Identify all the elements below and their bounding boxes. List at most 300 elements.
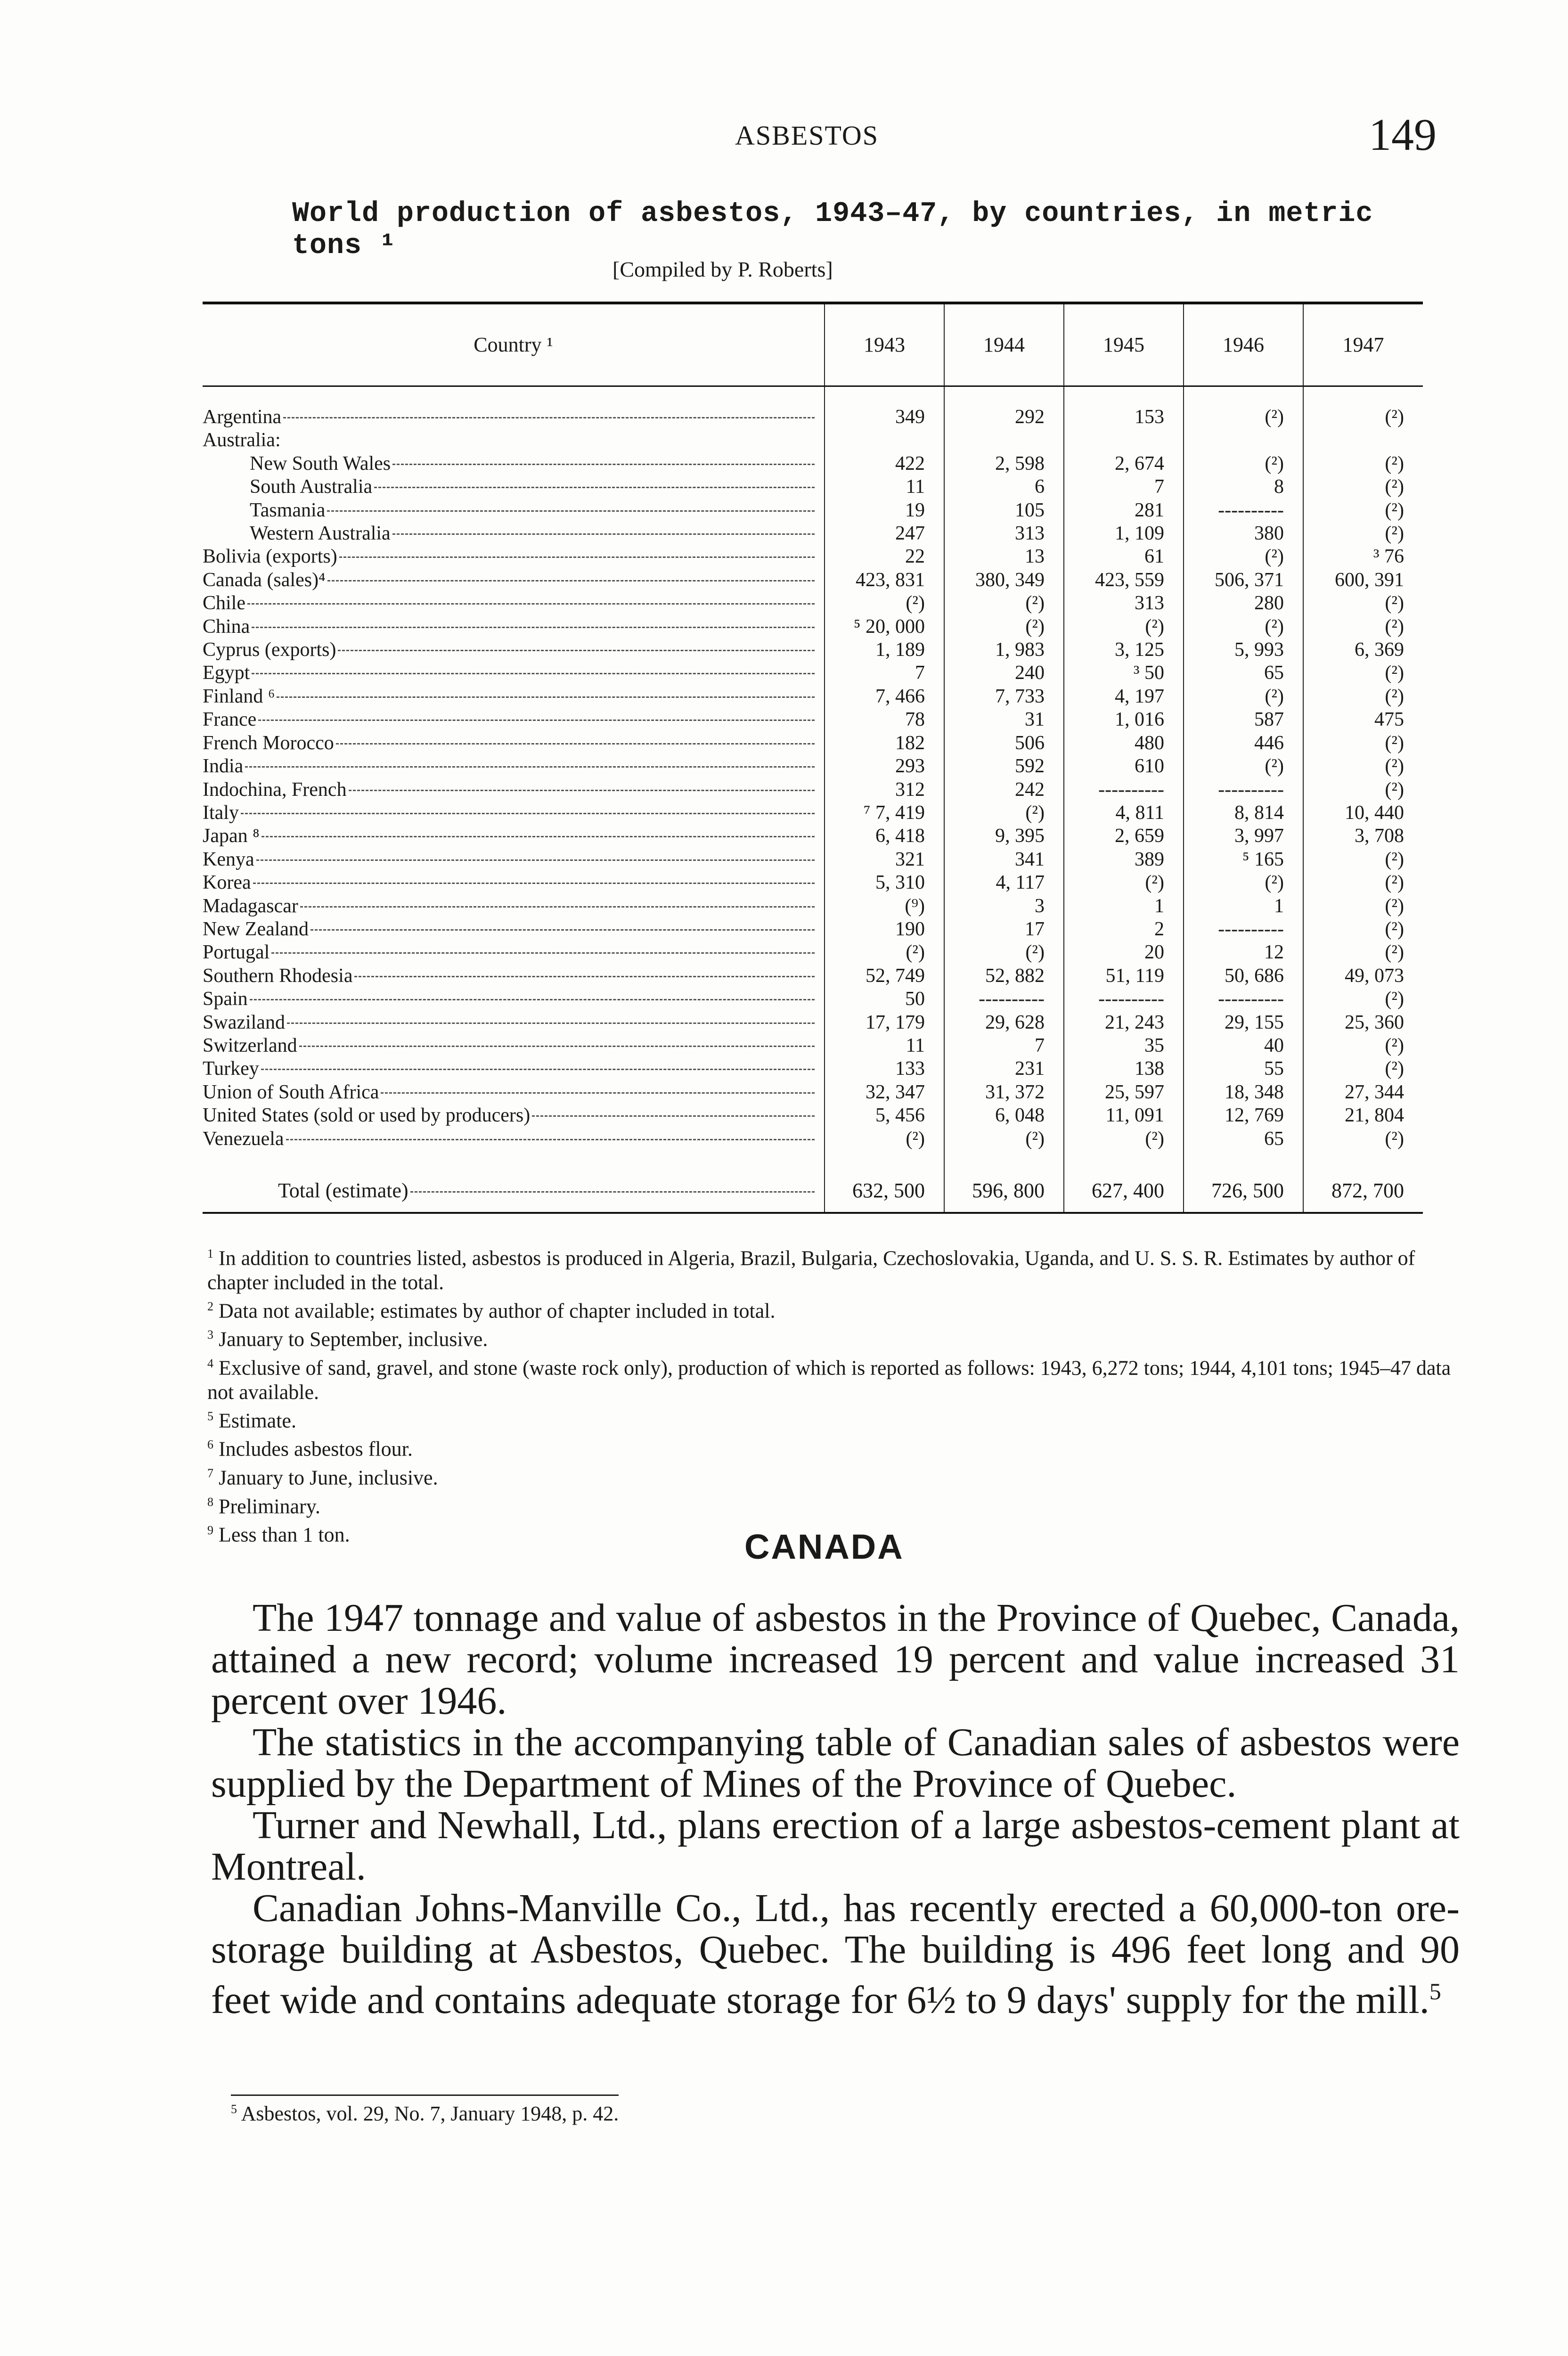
total-value-cell: 596, 800 xyxy=(944,1170,1064,1213)
table-row xyxy=(203,662,1423,685)
country-name: United States (sold or used by producers) xyxy=(203,1104,531,1127)
leader-dots xyxy=(256,859,815,861)
year-column-header: 1946 xyxy=(1184,303,1303,386)
footnote-mark: 8 xyxy=(207,1495,213,1509)
footnote-mark: 9 xyxy=(207,1523,213,1538)
leader-dots xyxy=(339,556,815,558)
value-cell: 25, 360 xyxy=(1303,1011,1423,1034)
value-cell: (²) xyxy=(1303,615,1423,638)
value-cell: 12, 769 xyxy=(1184,1104,1303,1127)
country-cell xyxy=(203,522,825,545)
leader-dots xyxy=(261,836,815,837)
value-cell: ---------- xyxy=(1184,778,1303,802)
table-footnotes xyxy=(207,1242,1461,1547)
table-row xyxy=(203,638,1423,662)
table-row xyxy=(203,1128,1423,1151)
footnote-ref: 5 xyxy=(1429,1978,1441,2004)
value-cell: 8 xyxy=(1184,475,1303,499)
paragraph: The 1947 tonnage and value of asbestos in the Province of Quebec, Canada, attained a new record; volume increased 19 percent and value increased 31 percent over 1946. xyxy=(211,1596,1460,1723)
value-cell: 65 xyxy=(1184,662,1303,685)
country-cell xyxy=(203,825,825,848)
value-cell: 133 xyxy=(825,1057,944,1080)
value-cell: 587 xyxy=(1184,708,1303,731)
table-row xyxy=(203,522,1423,545)
footnote-mark: 3 xyxy=(207,1328,213,1342)
value-cell: (²) xyxy=(1064,615,1184,638)
paragraph: Turner and Newhall, Ltd., plans erection of a large asbestos-cement plant at Montreal. xyxy=(211,1803,1460,1889)
value-cell: 7, 733 xyxy=(944,685,1064,708)
leader-dots xyxy=(271,952,815,954)
footnote-text: Includes asbestos flour. xyxy=(219,1437,413,1461)
total-value-cell: 872, 700 xyxy=(1303,1170,1423,1213)
value-cell: 423, 559 xyxy=(1064,569,1184,592)
value-cell: 2, 598 xyxy=(944,452,1064,475)
value-cell: 422 xyxy=(825,452,944,475)
value-cell: 3, 708 xyxy=(1303,825,1423,848)
value-cell: 2, 659 xyxy=(1064,825,1184,848)
value-cell: 592 xyxy=(944,755,1064,778)
production-table xyxy=(203,302,1423,1214)
value-cell: (²) xyxy=(1303,406,1423,429)
leader-dots xyxy=(354,976,815,977)
value-cell: 293 xyxy=(825,755,944,778)
country-cell xyxy=(203,895,825,918)
country-name: Bolivia (exports) xyxy=(203,546,337,568)
value-cell: (²) xyxy=(1303,662,1423,685)
leader-dots xyxy=(250,999,815,1000)
footnote-mark: 1 xyxy=(207,1247,213,1260)
value-cell: 475 xyxy=(1303,708,1423,731)
country-cell xyxy=(203,1081,825,1104)
value-cell: 247 xyxy=(825,522,944,545)
paragraph xyxy=(211,1888,1460,2021)
value-cell: 292 xyxy=(944,406,1064,429)
table-row xyxy=(203,685,1423,708)
table-row xyxy=(203,499,1423,522)
leader-dots xyxy=(286,1139,815,1140)
leader-dots xyxy=(261,1069,815,1070)
value-cell: 78 xyxy=(825,708,944,731)
country-cell xyxy=(203,732,825,755)
value-cell: 190 xyxy=(825,918,944,941)
value-cell: 1, 983 xyxy=(944,638,1064,662)
leader-dots xyxy=(252,627,815,628)
table-row xyxy=(203,895,1423,918)
value-cell: (²) xyxy=(1303,475,1423,499)
leader-dots xyxy=(381,1092,815,1094)
value-cell: 1, 189 xyxy=(825,638,944,662)
footnote xyxy=(207,1323,1461,1351)
value-cell: 19 xyxy=(825,499,944,522)
footnote-mark: 4 xyxy=(207,1356,213,1370)
country-cell xyxy=(203,871,825,894)
value-cell: 242 xyxy=(944,778,1064,802)
table-spacer xyxy=(203,386,1423,406)
value-cell: 51, 119 xyxy=(1064,965,1184,988)
value-cell: 2, 674 xyxy=(1064,452,1184,475)
table-spacer xyxy=(203,1151,1423,1170)
value-cell: 446 xyxy=(1184,732,1303,755)
value-cell: (²) xyxy=(1303,848,1423,871)
leader-dots xyxy=(310,929,815,931)
value-cell: (²) xyxy=(1184,406,1303,429)
value-cell: (²) xyxy=(1303,522,1423,545)
country-cell xyxy=(203,1011,825,1034)
country-name: Japan ⁸ xyxy=(203,825,260,847)
value-cell: (²) xyxy=(1184,871,1303,894)
value-cell: (²) xyxy=(1184,452,1303,475)
value-cell: (²) xyxy=(1303,941,1423,964)
value-cell: 610 xyxy=(1064,755,1184,778)
footnote-text: Exclusive of sand, gravel, and stone (waste rock only), production of which is reported as follows: 1943, 6,272 tons; 1944, 4,101 tons; 1945–47 data not available. xyxy=(207,1356,1451,1404)
year-column-header: 1945 xyxy=(1064,303,1184,386)
footnote xyxy=(207,1404,1461,1433)
value-cell: (²) xyxy=(1064,871,1184,894)
table-row xyxy=(203,802,1423,825)
value-cell: 4, 811 xyxy=(1064,802,1184,825)
country-cell xyxy=(203,1034,825,1057)
total-row xyxy=(203,1170,1423,1213)
value-cell: 21, 804 xyxy=(1303,1104,1423,1127)
country-name: Venezuela xyxy=(203,1128,284,1150)
country-cell xyxy=(203,592,825,615)
value-cell: 480 xyxy=(1064,732,1184,755)
table-row xyxy=(203,732,1423,755)
footnote-mark: 5 xyxy=(231,2102,237,2116)
value-cell: 50 xyxy=(825,988,944,1011)
country-column-header: Country ¹ xyxy=(203,303,825,386)
value-cell: ---------- xyxy=(1064,778,1184,802)
country-name: Cyprus (exports) xyxy=(203,639,336,661)
value-cell: (²) xyxy=(1303,592,1423,615)
value-cell: 6, 369 xyxy=(1303,638,1423,662)
value-cell: 35 xyxy=(1064,1034,1184,1057)
value-cell: 506 xyxy=(944,732,1064,755)
leader-dots xyxy=(532,1115,815,1117)
value-cell: 49, 073 xyxy=(1303,965,1423,988)
country-name: Madagascar xyxy=(203,895,298,917)
value-cell: 3, 997 xyxy=(1184,825,1303,848)
country-cell xyxy=(203,755,825,778)
value-cell: (²) xyxy=(1303,1128,1423,1151)
value-cell: 11, 091 xyxy=(1064,1104,1184,1127)
country-cell xyxy=(203,545,825,568)
value-cell: 313 xyxy=(1064,592,1184,615)
footnote-text: January to June, inclusive. xyxy=(219,1466,438,1489)
value-cell: (²) xyxy=(1303,1034,1423,1057)
value-cell: (²) xyxy=(944,802,1064,825)
country-name: New South Wales xyxy=(250,452,391,474)
leader-dots xyxy=(374,487,815,488)
total-value-cell: 726, 500 xyxy=(1184,1170,1303,1213)
footnote-text: January to September, inclusive. xyxy=(219,1327,488,1351)
value-cell: 13 xyxy=(944,545,1064,568)
value-cell: 1 xyxy=(1184,895,1303,918)
footnote-mark: 7 xyxy=(207,1466,213,1480)
section-heading: CANADA xyxy=(744,1527,904,1566)
value-cell xyxy=(1184,429,1303,452)
value-cell: 321 xyxy=(825,848,944,871)
leader-dots xyxy=(336,743,815,744)
table-subtitle: [Compiled by P. Roberts] xyxy=(612,257,833,281)
value-cell: 8, 814 xyxy=(1184,802,1303,825)
country-name: French Morocco xyxy=(203,732,334,754)
footnote xyxy=(207,1461,1461,1490)
country-name: Western Australia xyxy=(250,523,391,545)
value-cell xyxy=(825,429,944,452)
value-cell xyxy=(944,429,1064,452)
country-name: Canada (sales)⁴ xyxy=(203,569,326,591)
country-name: Argentina xyxy=(203,406,282,428)
leader-dots xyxy=(349,790,815,791)
value-cell: ---------- xyxy=(1184,918,1303,941)
country-cell xyxy=(203,988,825,1011)
country-cell xyxy=(203,1128,825,1151)
value-cell: 31 xyxy=(944,708,1064,731)
leader-dots xyxy=(299,1046,815,1047)
value-cell: 6, 418 xyxy=(825,825,944,848)
leader-dots xyxy=(277,696,815,698)
value-cell: ⁵ 165 xyxy=(1184,848,1303,871)
value-cell: 7 xyxy=(1064,475,1184,499)
value-cell: (²) xyxy=(1303,988,1423,1011)
country-name: Turkey xyxy=(203,1058,259,1080)
footnote-text: Data not available; estimates by author of chapter included in total. xyxy=(219,1299,776,1323)
value-cell: 29, 628 xyxy=(944,1011,1064,1034)
table-row xyxy=(203,1011,1423,1034)
country-cell xyxy=(203,848,825,871)
leader-dots xyxy=(252,673,815,674)
table-row xyxy=(203,825,1423,848)
country-cell xyxy=(203,708,825,731)
value-cell: 25, 597 xyxy=(1064,1081,1184,1104)
country-name: India xyxy=(203,755,244,777)
country-name: Korea xyxy=(203,872,251,894)
leader-dots xyxy=(245,766,815,768)
year-column-header: 1944 xyxy=(944,303,1064,386)
value-cell: 341 xyxy=(944,848,1064,871)
value-cell: 61 xyxy=(1064,545,1184,568)
value-cell: (²) xyxy=(825,1128,944,1151)
table-row xyxy=(203,429,1423,452)
country-cell xyxy=(203,965,825,988)
value-cell: 22 xyxy=(825,545,944,568)
table-row xyxy=(203,545,1423,568)
leader-dots xyxy=(247,603,815,605)
country-cell xyxy=(203,406,825,429)
country-cell xyxy=(203,475,825,499)
running-head-title: ASBESTOS xyxy=(735,120,879,151)
country-cell xyxy=(203,778,825,802)
country-cell xyxy=(203,429,825,452)
value-cell: (²) xyxy=(944,592,1064,615)
value-cell: 9, 395 xyxy=(944,825,1064,848)
leader-dots xyxy=(392,533,815,535)
value-cell: 5, 993 xyxy=(1184,638,1303,662)
value-cell: 1, 109 xyxy=(1064,522,1184,545)
country-name: Southern Rhodesia xyxy=(203,965,353,987)
value-cell: 313 xyxy=(944,522,1064,545)
value-cell: 6, 048 xyxy=(944,1104,1064,1127)
leader-dots xyxy=(327,510,815,512)
value-cell: 52, 882 xyxy=(944,965,1064,988)
table-header-row xyxy=(203,303,1423,386)
value-cell: (²) xyxy=(1303,778,1423,802)
country-name: France xyxy=(203,709,257,731)
value-cell: 7 xyxy=(944,1034,1064,1057)
value-cell: (²) xyxy=(1184,545,1303,568)
table-row xyxy=(203,965,1423,988)
value-cell: 27, 344 xyxy=(1303,1081,1423,1104)
value-cell: 380, 349 xyxy=(944,569,1064,592)
value-cell: 4, 197 xyxy=(1064,685,1184,708)
table-row xyxy=(203,592,1423,615)
value-cell: 182 xyxy=(825,732,944,755)
footnote-text: Asbestos, vol. 29, No. 7, January 1948, p. 42. xyxy=(241,2102,619,2125)
table-row xyxy=(203,918,1423,941)
value-cell: (²) xyxy=(1303,895,1423,918)
footnote-mark: 2 xyxy=(207,1299,213,1313)
value-cell: 138 xyxy=(1064,1057,1184,1080)
country-name: Italy xyxy=(203,802,239,824)
country-cell xyxy=(203,615,825,638)
value-cell: 6 xyxy=(944,475,1064,499)
value-cell: ---------- xyxy=(944,988,1064,1011)
total-value-cell: 627, 400 xyxy=(1064,1170,1184,1213)
value-cell: 50, 686 xyxy=(1184,965,1303,988)
table-row xyxy=(203,475,1423,499)
value-cell: 3 xyxy=(944,895,1064,918)
country-name: Finland ⁶ xyxy=(203,685,275,707)
value-cell: 312 xyxy=(825,778,944,802)
value-cell: 18, 348 xyxy=(1184,1081,1303,1104)
leader-dots xyxy=(392,464,815,465)
table-body xyxy=(203,386,1423,1213)
value-cell: 10, 440 xyxy=(1303,802,1423,825)
leader-dots xyxy=(410,1191,815,1193)
leader-dots xyxy=(283,417,815,418)
value-cell: (²) xyxy=(944,1128,1064,1151)
country-cell xyxy=(203,499,825,522)
country-name: China xyxy=(203,615,250,638)
leader-dots xyxy=(287,1023,815,1024)
value-cell: 2 xyxy=(1064,918,1184,941)
country-name: Swaziland xyxy=(203,1011,285,1033)
table-row xyxy=(203,452,1423,475)
value-cell: 600, 391 xyxy=(1303,569,1423,592)
footnote xyxy=(207,1432,1461,1461)
value-cell: 20 xyxy=(1064,941,1184,964)
paragraph: The statistics in the accompanying table of Canadian sales of asbestos were supplied by the Department of Mines of the Province of Quebec. xyxy=(211,1720,1460,1806)
year-column-header: 1943 xyxy=(825,303,944,386)
table-row xyxy=(203,708,1423,731)
country-cell xyxy=(203,662,825,685)
table-row xyxy=(203,871,1423,894)
country-cell xyxy=(203,918,825,941)
value-cell: (²) xyxy=(944,941,1064,964)
leader-dots xyxy=(338,650,815,651)
value-cell: 231 xyxy=(944,1057,1064,1080)
country-name: Tasmania xyxy=(250,499,326,521)
leader-dots xyxy=(253,883,815,884)
page-number: 149 xyxy=(1369,109,1437,160)
table-row xyxy=(203,755,1423,778)
section-body xyxy=(211,1597,1460,2021)
country-cell xyxy=(203,569,825,592)
footnote-mark: 6 xyxy=(207,1438,213,1452)
table-row xyxy=(203,988,1423,1011)
value-cell: 52, 749 xyxy=(825,965,944,988)
value-cell: 153 xyxy=(1064,406,1184,429)
leader-dots xyxy=(258,720,815,721)
year-column-header: 1947 xyxy=(1303,303,1423,386)
table-row xyxy=(203,1081,1423,1104)
paragraph-text: Canadian Johns-Manville Co., Ltd., has recently erected a 60,000-ton ore-storage building at Asbestos, Quebec. The building is 496 feet long and 90 feet wide and contains adequate storage for 6½ to 9 days' supply for the mill. xyxy=(211,1886,1460,2022)
value-cell: (²) xyxy=(1303,452,1423,475)
value-cell: 280 xyxy=(1184,592,1303,615)
value-cell: 7 xyxy=(825,662,944,685)
value-cell: (²) xyxy=(1184,755,1303,778)
footnote-text: Preliminary. xyxy=(219,1495,320,1518)
country-name: Egypt xyxy=(203,662,250,684)
value-cell: 21, 243 xyxy=(1064,1011,1184,1034)
total-label: Total (estimate) xyxy=(278,1179,408,1203)
value-cell: 389 xyxy=(1064,848,1184,871)
value-cell: (²) xyxy=(1303,732,1423,755)
value-cell: (²) xyxy=(1303,755,1423,778)
leader-dots xyxy=(241,813,815,814)
value-cell: 506, 371 xyxy=(1184,569,1303,592)
value-cell: ⁷ 7, 419 xyxy=(825,802,944,825)
country-cell xyxy=(203,452,825,475)
value-cell: 281 xyxy=(1064,499,1184,522)
value-cell: 349 xyxy=(825,406,944,429)
country-name: South Australia xyxy=(250,476,373,498)
value-cell: ---------- xyxy=(1184,499,1303,522)
table-row xyxy=(203,1057,1423,1080)
value-cell: 55 xyxy=(1184,1057,1303,1080)
value-cell: (²) xyxy=(1303,918,1423,941)
value-cell: 240 xyxy=(944,662,1064,685)
country-name: Union of South Africa xyxy=(203,1081,379,1103)
table-row xyxy=(203,1104,1423,1127)
table-row xyxy=(203,848,1423,871)
country-name: Switzerland xyxy=(203,1034,297,1056)
table-row xyxy=(203,406,1423,429)
value-cell: 3, 125 xyxy=(1064,638,1184,662)
value-cell: ---------- xyxy=(1184,988,1303,1011)
table-row xyxy=(203,941,1423,964)
country-cell xyxy=(203,638,825,662)
value-cell: (²) xyxy=(825,592,944,615)
value-cell: 5, 310 xyxy=(825,871,944,894)
value-cell: 32, 347 xyxy=(825,1081,944,1104)
value-cell: ³ 50 xyxy=(1064,662,1184,685)
value-cell: (²) xyxy=(825,941,944,964)
country-name: Kenya xyxy=(203,848,254,870)
value-cell: (⁹) xyxy=(825,895,944,918)
value-cell: 7, 466 xyxy=(825,685,944,708)
value-cell: (²) xyxy=(1303,685,1423,708)
value-cell xyxy=(1064,429,1184,452)
country-name: Portugal xyxy=(203,941,270,964)
country-cell xyxy=(203,1104,825,1127)
table-title: World production of asbestos, 1943–47, by countries, in metric tons ¹ xyxy=(292,198,1373,262)
country-cell xyxy=(203,1057,825,1080)
value-cell: ³ 76 xyxy=(1303,545,1423,568)
value-cell: 17, 179 xyxy=(825,1011,944,1034)
value-cell: 11 xyxy=(825,1034,944,1057)
